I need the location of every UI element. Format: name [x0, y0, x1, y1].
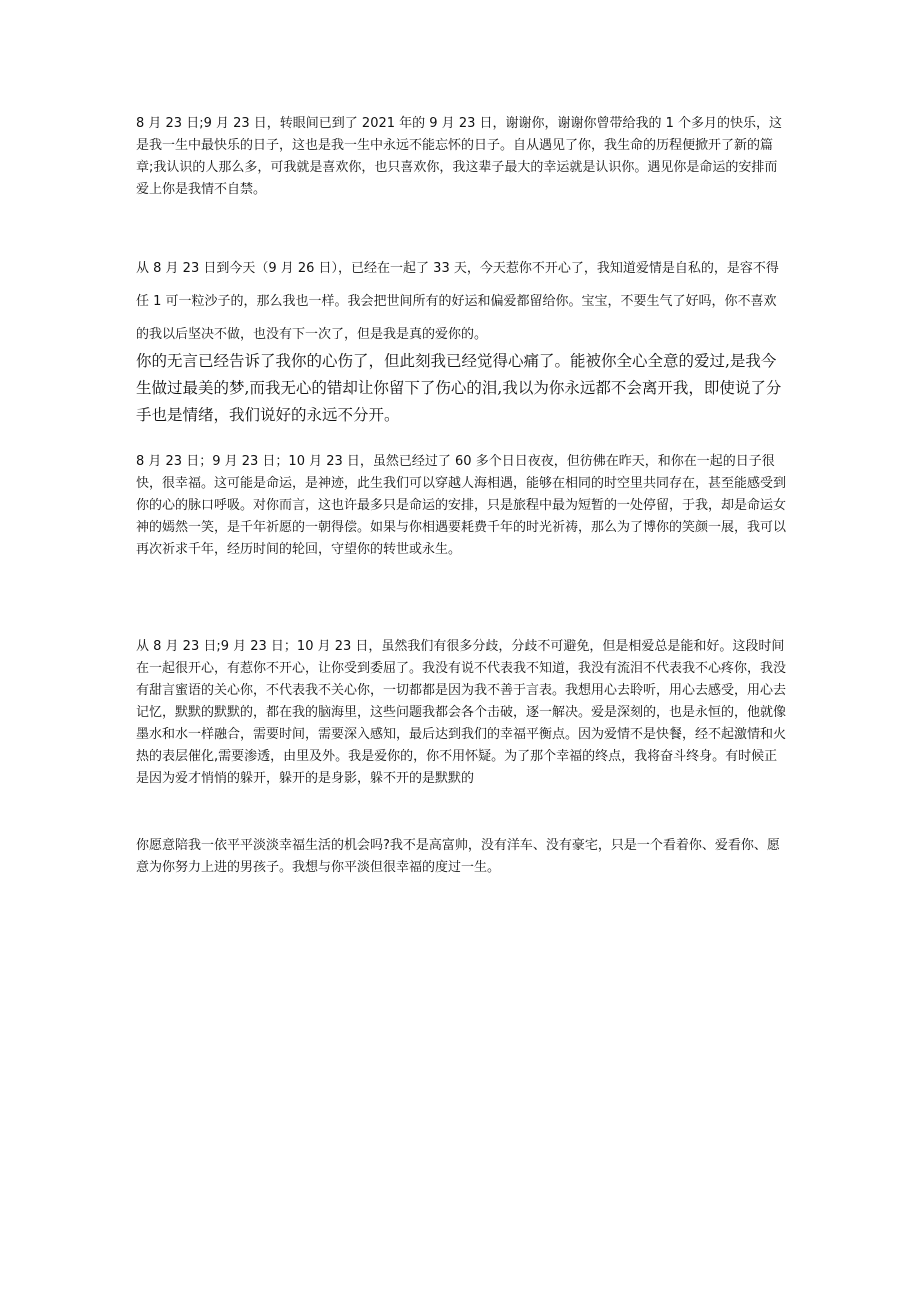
paragraph-5: 从 8 月 23 日;9 月 23 日；10 月 23 日，虽然我们有很多分歧，分歧不可避免，但是相爱总是能和好。这段时间在一起很开心，有惹你不开心，让你受到委屈了。我没有说不代表我不知道，我没有流泪不代表我不心疼你，我没有甜言蜜语的关心你，不代表我不关心你，一切都都是因为我不善于言表。我想用心去聆听，用心去感受，用心去记忆，默默的默默的，都在我的脑海里，这些问题我都会各个击破，逐一解决。爱是深刻的，也是永恒的，他就像墨水和水一样融合，需要时间，需要深入感知，最后达到我们的幸福平衡点。因为爱情不是快餐，经不起激情和火热的表层催化,需要渗透，由里及外。我是爱你的，你不用怀疑。为了那个幸福的终点，我将奋斗终身。有时候正是因为爱才悄悄的躲开，躲开的是身影，躲不开的是默默的	[136, 639, 787, 786]
paragraph-2: 从 8 月 23 日到今天（9 月 26 日），已经在一起了 33 天，今天惹你不开心了，我知道爱情是自私的，是容不得任 1 可一粒沙子的，那么我也一样。我会把世间所有的好运和偏爱都留给你。宝宝，不要生气了好吗，你不喜欢的我以后坚决不做，也没有下一次了，但是我是真的爱你的。	[136, 261, 779, 342]
paragraph-6: 你愿意陪我一依平平淡淡幸福生活的机会吗?我不是高富帅，没有洋车、没有豪宅，只是一个看着你、爱看你、愿意为你努力上进的男孩子。我想与你平淡但很幸福的度过一生。	[136, 838, 780, 875]
paragraph-3: 你的无言已经告诉了我你的心伤了，但此刻我已经觉得心痛了。能被你全心全意的爱过,是我今生做过最美的梦,而我无心的错却让你留下了伤心的泪,我以为你永远都不会离开我，即使说了分手也是情绪，我们说好的永远不分开。	[136, 352, 782, 424]
paragraph-4: 8 月 23 日；9 月 23 日；10 月 23 日，虽然已经过了 60 多个日日夜夜，但彷佛在昨天，和你在一起的日子很快，很幸福。这可能是命运，是神迹，此生我们可以穿越人海相遇，能够在相同的时空里共同存在，甚至能感受到你的心的脉口呼吸。对你而言，这也许最多只是命运的安排，只是旅程中最为短暂的一处停留，于我，却是命运女神的嫣然一笑，是千年祈愿的一朝得偿。如果与你相遇要耗费千年的时光祈祷，那么为了博你的笑颜一展，我可以再次祈求千年，经历时间的轮回，守望你的转世或永生。	[136, 454, 787, 557]
paragraph-1: 8 月 23 日;9 月 23 日，转眼间已到了 2021 年的 9 月 23 日，谢谢你，谢谢你曾带给我的 1 个多月的快乐，这是我一生中最快乐的日子，这也是我一生中永远不能忘怀的日子。自从遇见了你，我生命的历程便掀开了新的篇章;我认识的人那么多，可我就是喜欢你，也只喜欢你，我这辈子最大的幸运就是认识你。遇见你是命运的安排而爱上你是我情不自禁。	[136, 116, 783, 197]
